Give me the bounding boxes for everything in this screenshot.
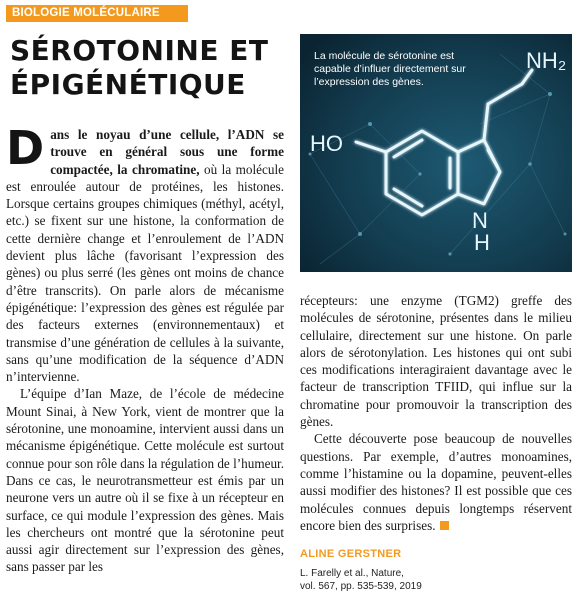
lead-text: ans le noyau d’une cellule, l’ADN se trouve en général sous une forme compactée, la chromatine,: [50, 127, 284, 177]
author-byline: ALINE GERSTNER: [300, 548, 402, 560]
paragraph-2: L’équipe d’Ian Maze, de l’école de médecine Mount Sinai, à New York, vient de montrer que la sérotonine, une monoamine, intervient aussi dans un mécanisme épigénétique. Cette molécule est surtout connue pour son rôle dans la régulation de l’humeur. Dans ce cas, le neurotransmetteur est émis par un neurone vers un autre où il se fixe à un récepteur en surface, ce qui module l’expression des gènes. Mais les chercheurs ont montré que la sérotonine peut aussi agir directement sur l’expression des gènes, sans passer par les: [6, 386, 284, 575]
n-label: N: [472, 208, 488, 233]
h-label: H: [474, 230, 490, 255]
paragraph-3: [300, 430, 572, 534]
reference-line-1: L. Farelly et al., Nature,: [300, 568, 404, 579]
end-mark-icon: [440, 521, 449, 530]
paragraph-1-text: où la molécule est enroulée autour de protéines, les histones. Lorsque certains groupes chimiques (méthyl, acétyl, etc.) se fixent sur une histone, la conformation de cette dernière change et l’enroulement de l’ADN devient plus lâche (favorisant l’expression des gènes) ou plus serré (les gènes ont moins de chance d’être transcrits). On parle alors de mécanisme épigénétique: l’expression des gènes est régulée par des facteurs externes (environnementaux) et transmise d’une génération de cellules à la suivante, sans qu’une modification de la séquence d’ADN n’intervienne.: [6, 161, 284, 385]
paragraph-2-continued: récepteurs: une enzyme (TGM2) greffe des molécules de sérotonine, présentes dans le milieu cellulaire, directement sur une histone. On parle alors de sérotonylation. Les histones qui ont subi ces modifications interagiraient davantage avec le facteur de transcription TFIID, qui influe sur la chromatine pour promouvoir la transcription des gènes.: [300, 293, 572, 430]
section-label: BIOLOGIE MOLÉCULAIRE: [6, 5, 188, 22]
paragraph-3-text: Cette découverte pose beaucoup de nouvelles questions. Par exemple, d’autres monoamines, comme l’histamine ou la dopamine, peuvent-elles aussi modifier des histones? Il est possible que ces molécules connues depuis longtemps réservent encore bien des surprises.: [300, 431, 572, 533]
article-column-2: [300, 292, 572, 534]
figure-caption: La molécule de sérotonine est capable d’influer directement sur l’expression des gènes.: [314, 50, 466, 88]
article-column-1: [6, 121, 284, 576]
nh2-label: NH₂: [526, 48, 567, 73]
ho-label: HO: [310, 131, 343, 156]
drop-cap: D: [6, 121, 45, 175]
paragraph-1: [6, 121, 284, 385]
reference-line-2: vol. 567, pp. 535-539, 2019: [300, 580, 422, 592]
reference: [300, 568, 422, 593]
serotonin-illustration: [300, 34, 572, 272]
title-line-2: ÉPIGÉNÉTIQUE: [10, 68, 246, 101]
title-line-1: SÉROTONINE ET: [10, 34, 269, 67]
article-title: [10, 34, 290, 102]
